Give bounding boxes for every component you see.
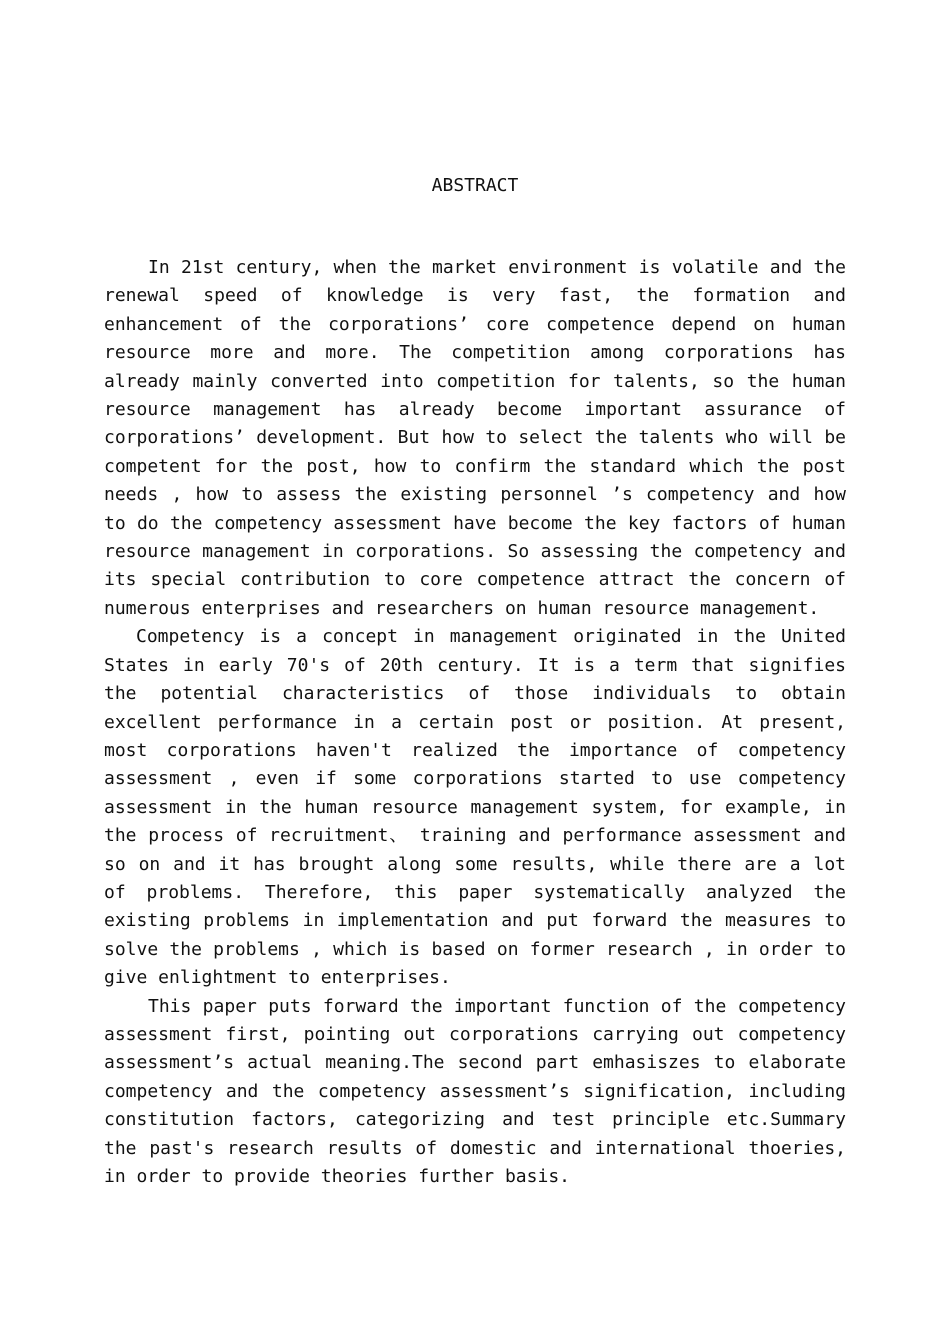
paragraph-1: In 21st century, when the market environment is volatile and the renewal speed of knowledge is very fast, the formation and enhancement of the corporations’ core competence depend on human resource more and more. The competition among corporations has already mainly converted into competition for talents, so the human resource management has already become important assurance of corporations’ development. But how to select the talents who will be competent for the post, how to confirm the standard which the post needs , how to assess the existing personnel ’s competency and how to do the competency assessment have become the key factors of human resource management in corporations. So assessing the competency and its special contribution to core competence attract the concern of numerous enterprises and researchers on human resource management.	[104, 257, 846, 619]
paragraph-3: This paper puts forward the important function of the competency assessment first, pointing out corporations carrying out competency assessment’s actual meaning.The second part emhasiszes to elaborate competency and the competency assessment’s signification, including constitution factors, categorizing and test principle etc.Summary the past's research results of domestic and international thoeries, in order to provide theories further basis.	[104, 995, 846, 1187]
paragraph-2: Competency is a concept in management originated in the United States in early 70's of 20th century. It is a term that signifies the potential characteristics of those individuals to obtain excellent performance in a certain post or position. At present, most corporations haven't realized the importance of competency assessment , even if some corporations started to use competency assessment in the human resource management system, for example, in the process of recruitment、 training and performance assessment and so on and it has brought along some results, while there are a lot of problems. Therefore, this paper systematically analyzed the existing problems in implementation and put forward the measures to solve the problems , which is based on former research , in order to give enlightment to enterprises.	[104, 626, 846, 989]
abstract-body	[104, 254, 846, 1191]
abstract-title: ABSTRACT	[431, 175, 519, 196]
